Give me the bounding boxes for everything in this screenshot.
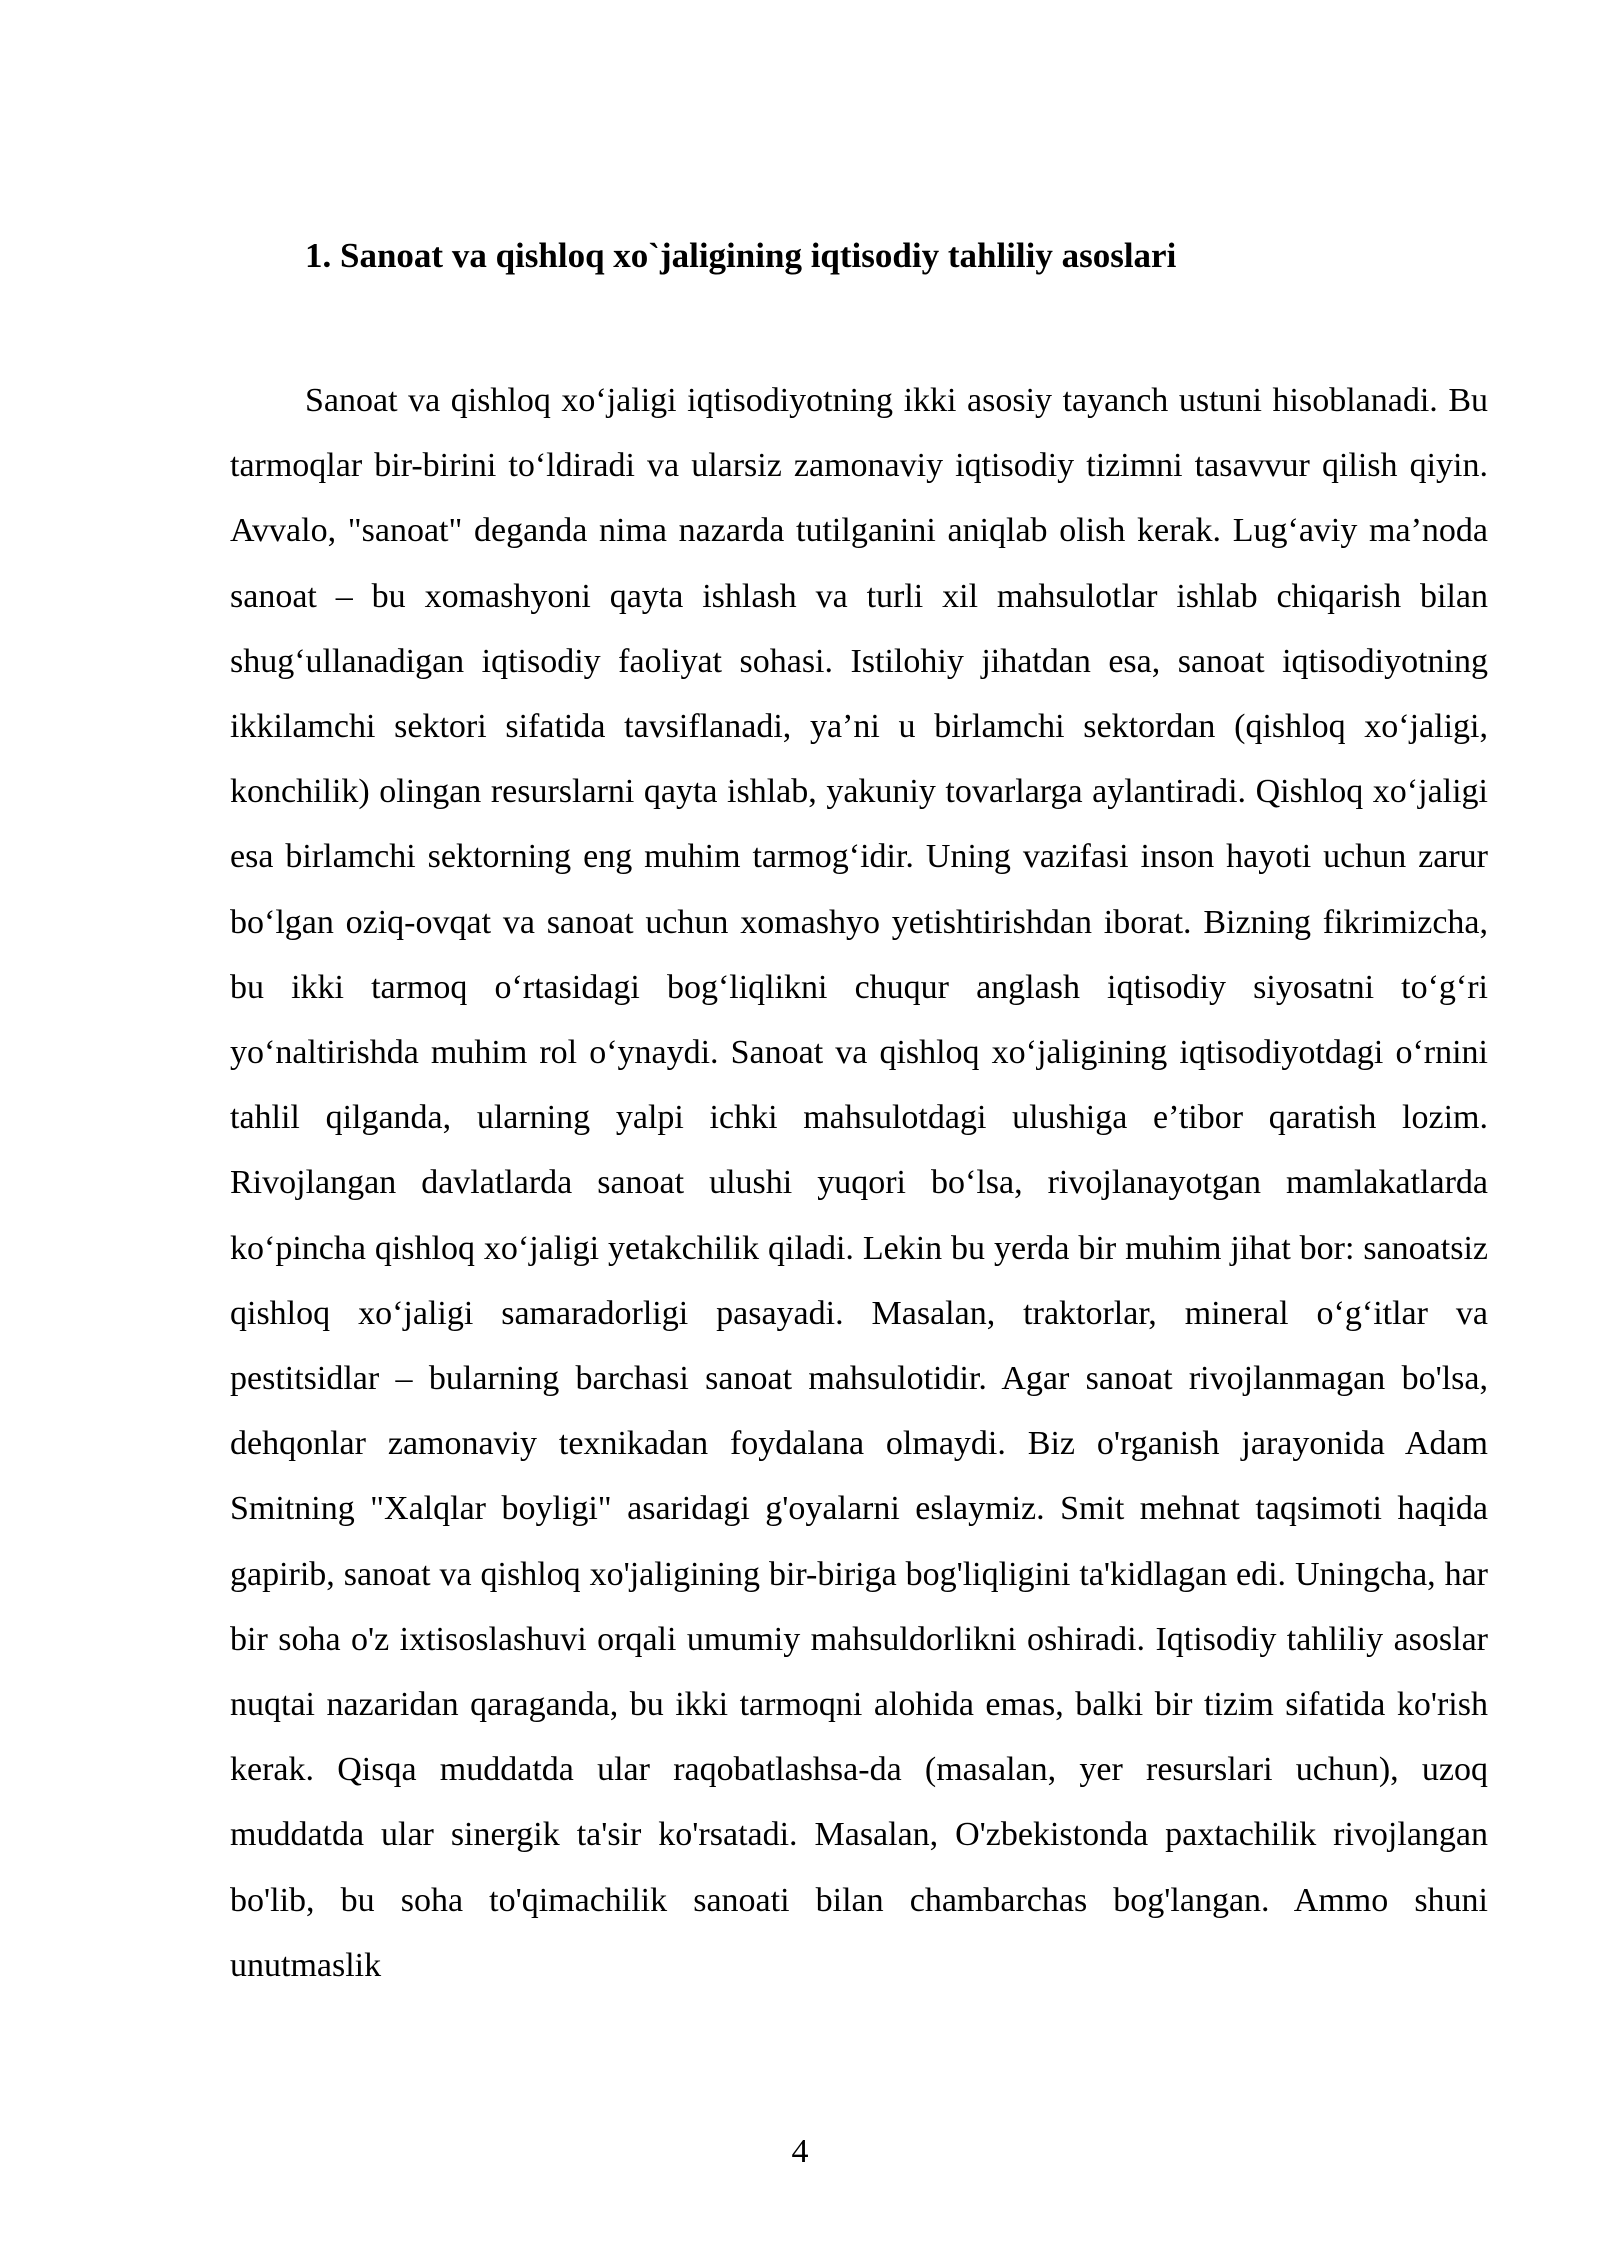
section-heading: 1. Sanoat va qishloq xo`jaligining iqtisodiy tahliliy asoslari — [305, 236, 1177, 275]
page-number: 4 — [791, 2133, 809, 2170]
body-paragraph: Sanoat va qishloq xo‘jaligi iqtisodiyotning ikki asosiy tayanch ustuni hisoblanadi. Bu tarmoqlar bir-birini to‘ldiradi va ularsiz zamonaviy iqtisodiy tizimni tasavvur qilish qiyin. Avvalo, "sanoat" deganda nima nazarda tutilganini aniqlab olish kerak. Lug‘aviy ma’noda sanoat – bu xomashyoni qayta ishlash va turli xil mahsulotlar ishlab chiqarish bilan shug‘ullanadigan iqtisodiy faoliyat sohasi. Istilohiy jihatdan esa, sanoat iqtisodiyotning ikkilamchi sektori sifatida tavsiflanadi, ya’ni u birlamchi sektordan (qishloq xo‘jaligi, konchilik) olingan resurslarni qayta ishlab, yakuniy tovarlarga aylantiradi. Qishloq xo‘jaligi esa birlamchi sektorning eng muhim tarmog‘idir. Uning vazifasi inson hayoti uchun zarur bo‘lgan oziq-ovqat va sanoat uchun xomashyo yetishtirishdan iborat. Bizning fikrimizcha, bu ikki tarmoq o‘rtasidagi bog‘liqlikni chuqur anglash iqtisodiy siyosatni to‘g‘ri yo‘naltirishda muhim rol o‘ynaydi. Sanoat va qishloq xo‘jaligining iqtisodiyotdagi o‘rnini tahlil qilganda, ularning yalpi ichki mahsulotdagi ulushiga e’tibor qaratish lozim. Rivojlangan davlatlarda sanoat ulushi yuqori bo‘lsa, rivojlanayotgan mamlakatlarda ko‘pincha qishloq xo‘jaligi yetakchilik qiladi. Lekin bu yerda bir muhim jihat bor: sanoatsiz qishloq xo‘jaligi samaradorligi pasayadi. Masalan, traktorlar, mineral o‘g‘itlar va pestitsidlar – bularning barchasi sanoat mahsulotidir. Agar sanoat rivojlanmagan bo'lsa, dehqonlar zamonaviy texnikadan foydalana olmaydi. Biz o'rganish jarayonida Adam Smitning "Xalqlar boyligi" asaridagi g'oyalarni eslaymiz. Smit mehnat taqsimoti haqida gapirib, sanoat va qishloq xo'jaligining bir-biriga bog'liqligini ta'kidlagan edi. Uningcha, har bir soha o'z ixtisoslashuvi orqali umumiy mahsuldorlikni oshiradi. Iqtisodiy tahliliy asoslar nuqtai nazaridan qaraganda, bu ikki tarmoqni alohida emas, balki bir tizim sifatida ko'rish kerak. Qisqa muddatda ular raqobatlashsa-da (masalan, yer resurslari uchun), uzoq muddatda ular sinergik ta'sir ko'rsatadi. Masalan, O'zbekistonda paxtachilik rivojlangan bo'lib, bu soha to'qimachilik sanoati bilan chambarchas bog'langan. Ammo shuni unutmaslik — [230, 382, 1488, 1984]
